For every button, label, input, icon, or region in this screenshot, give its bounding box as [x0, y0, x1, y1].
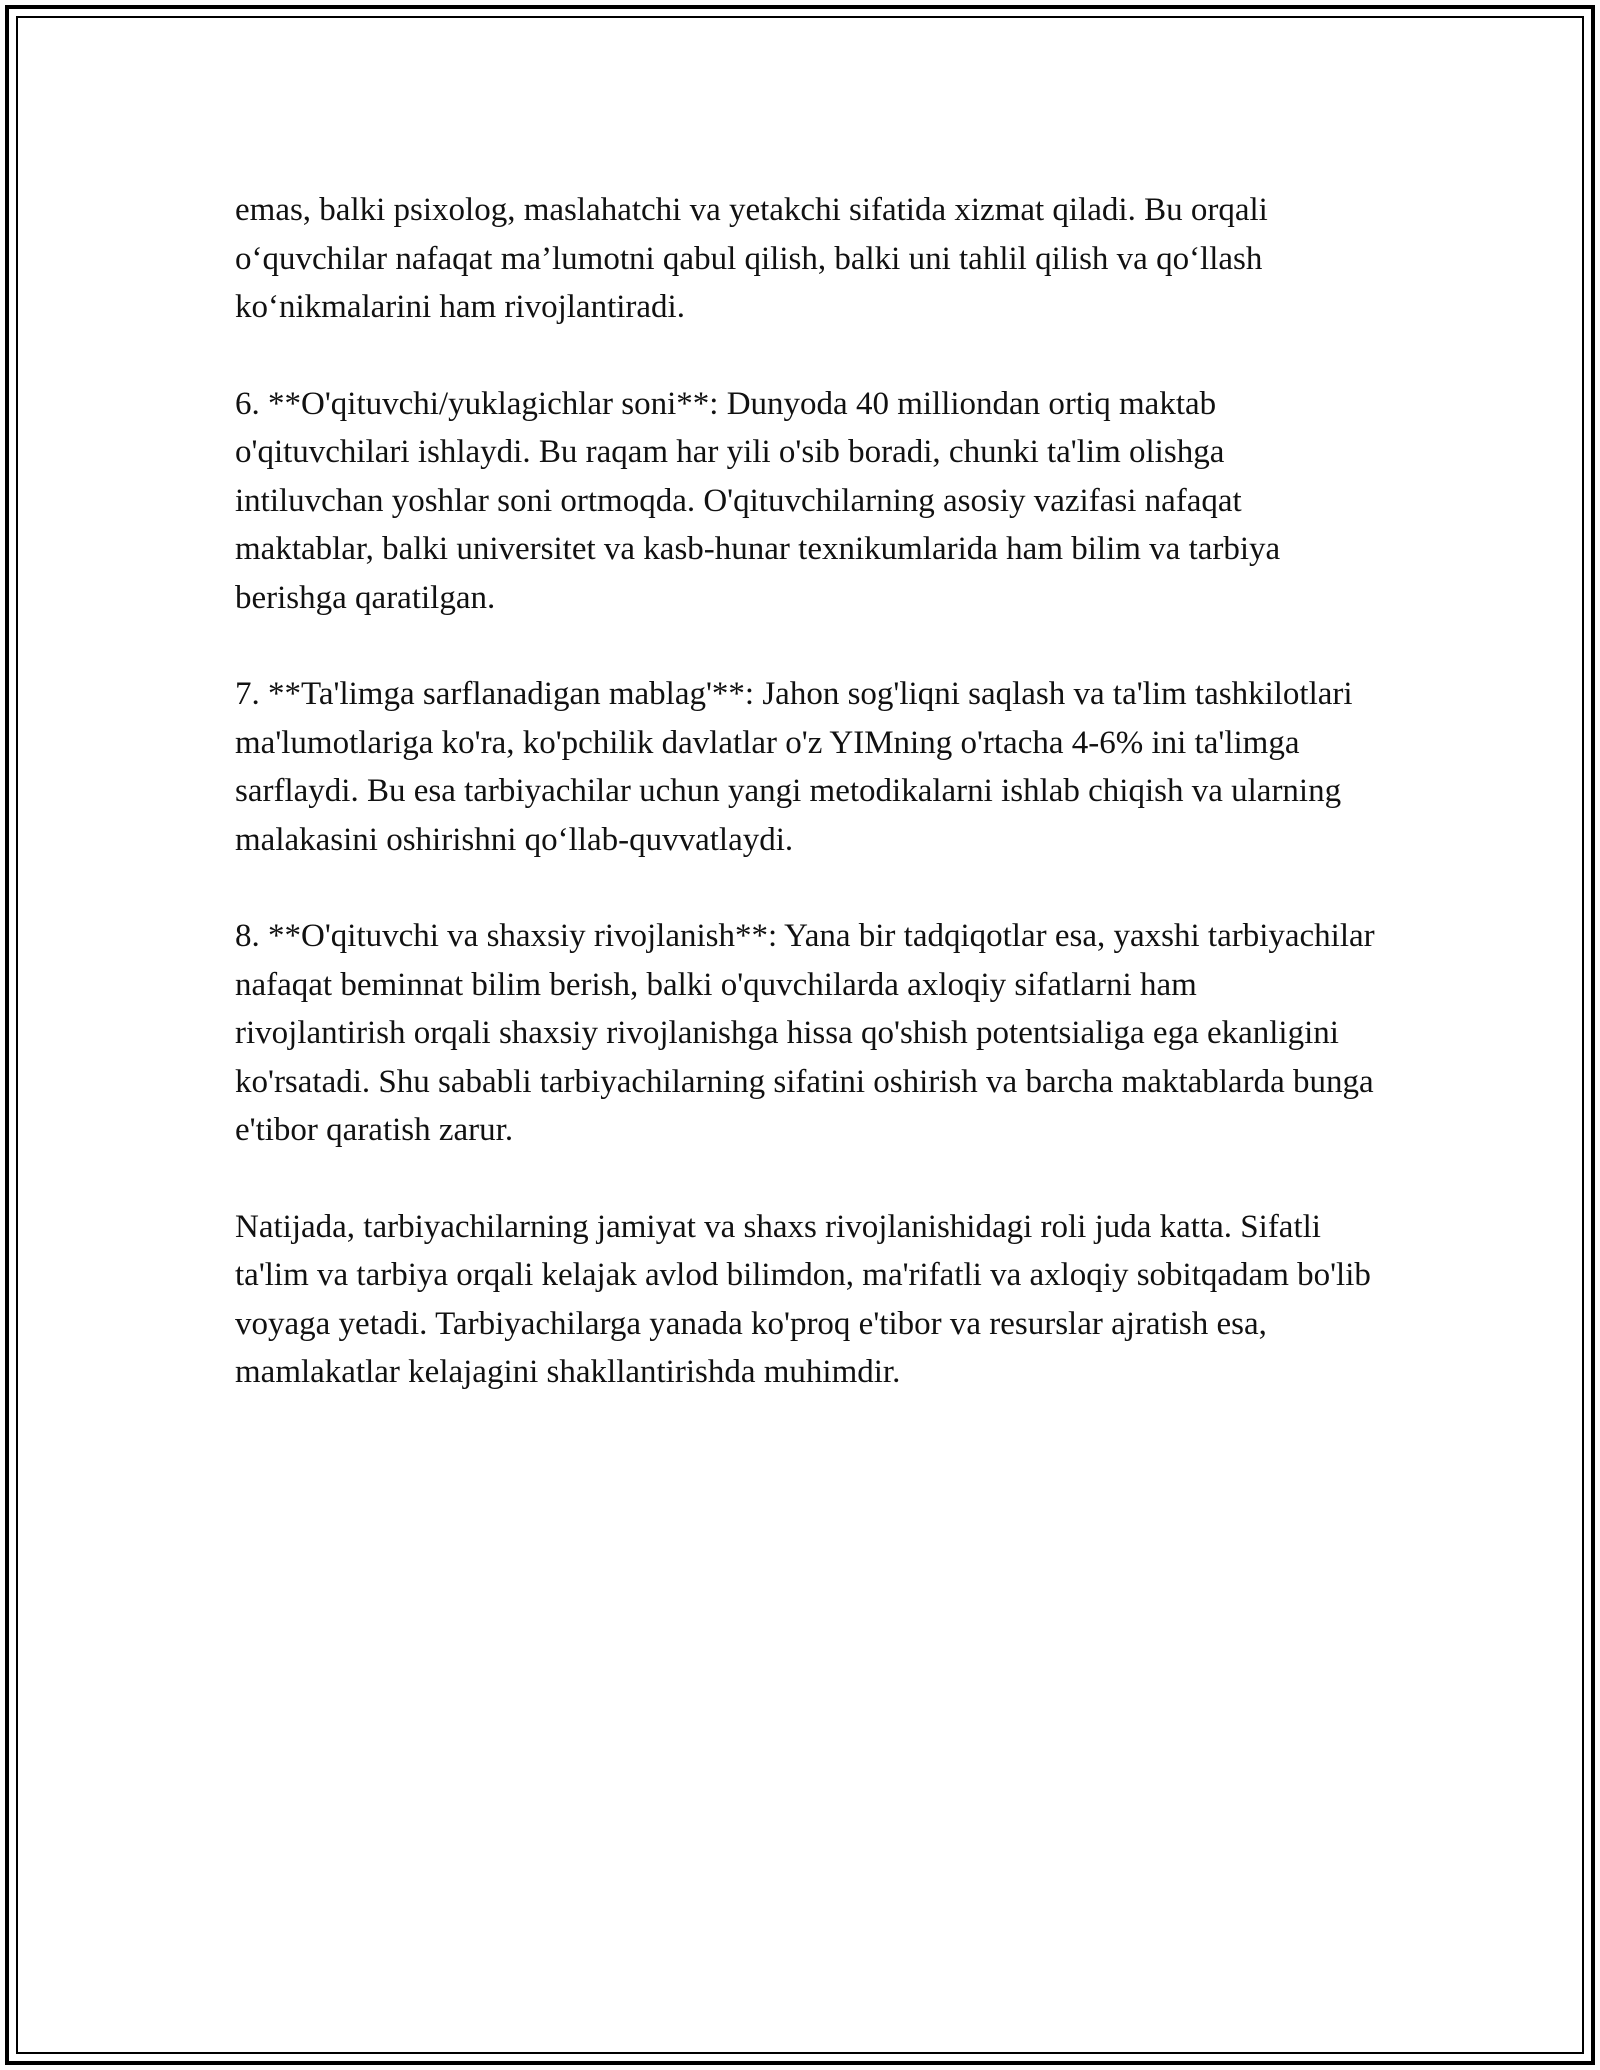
paragraph-item-7: 7. **Ta'limga sarflanadigan mablag'**: Jahon sog'liqni saqlash va ta'lim tashkilotlari ma'lumotlariga ko'ra, ko'pchilik davlatlar o'z YIMning o'rtacha 4-6% ini ta'limga sarflaydi. Bu esa tarbiyachilar uchun yangi metodikalarni ishlab chiqish va ularning malakasini oshirishni qo‘llab-quvvatlaydi.	[235, 676, 1353, 858]
paragraph-conclusion: Natijada, tarbiyachilarning jamiyat va shaxs rivojlanishidagi roli juda katta. Sifatli ta'lim va tarbiya orqali kelajak avlod bilimdon, ma'rifatli va axloqiy sobitqadam bo'lib voyaga yetadi. Tarbiyachilarga yanada ko'proq e'tibor va resurslar ajratish esa, mamlakatlar kelajagini shakllantirishda muhimdir.	[235, 1208, 1371, 1390]
paragraph-continuation: emas, balki psixolog, maslahatchi va yetakchi sifatida xizmat qiladi. Bu orqali o‘quvchilar nafaqat ma’lumotni qabul qilish, balki uni tahlil qilish va qo‘llash ko‘nikmalarini ham rivojlantiradi.	[235, 192, 1268, 325]
document-body	[235, 186, 1375, 1445]
paragraph-item-8: 8. **O'qituvchi va shaxsiy rivojlanish**: Yana bir tadqiqotlar esa, yaxshi tarbiyachilar nafaqat beminnat bilim berish, balki o'quvchilarda axloqiy sifatlarni ham rivojlantirish orqali shaxsiy rivojlanishga hissa qo'shish potentsialiga ega ekanligini ko'rsatadi. Shu sababli tarbiyachilarning sifatini oshirish va barcha maktablarda bunga e'tibor qaratish zarur.	[235, 918, 1375, 1148]
paragraph-item-6: 6. **O'qituvchi/yuklagichlar soni**: Dunyoda 40 milliondan ortiq maktab o'qituvchilari ishlaydi. Bu raqam har yili o'sib boradi, chunki ta'lim olishga intiluvchan yoshlar soni ortmoqda. O'qituvchilarning asosiy vazifasi nafaqat maktablar, balki universitet va kasb-hunar texnikumlarida ham bilim va tarbiya berishga qaratilgan.	[235, 385, 1281, 616]
